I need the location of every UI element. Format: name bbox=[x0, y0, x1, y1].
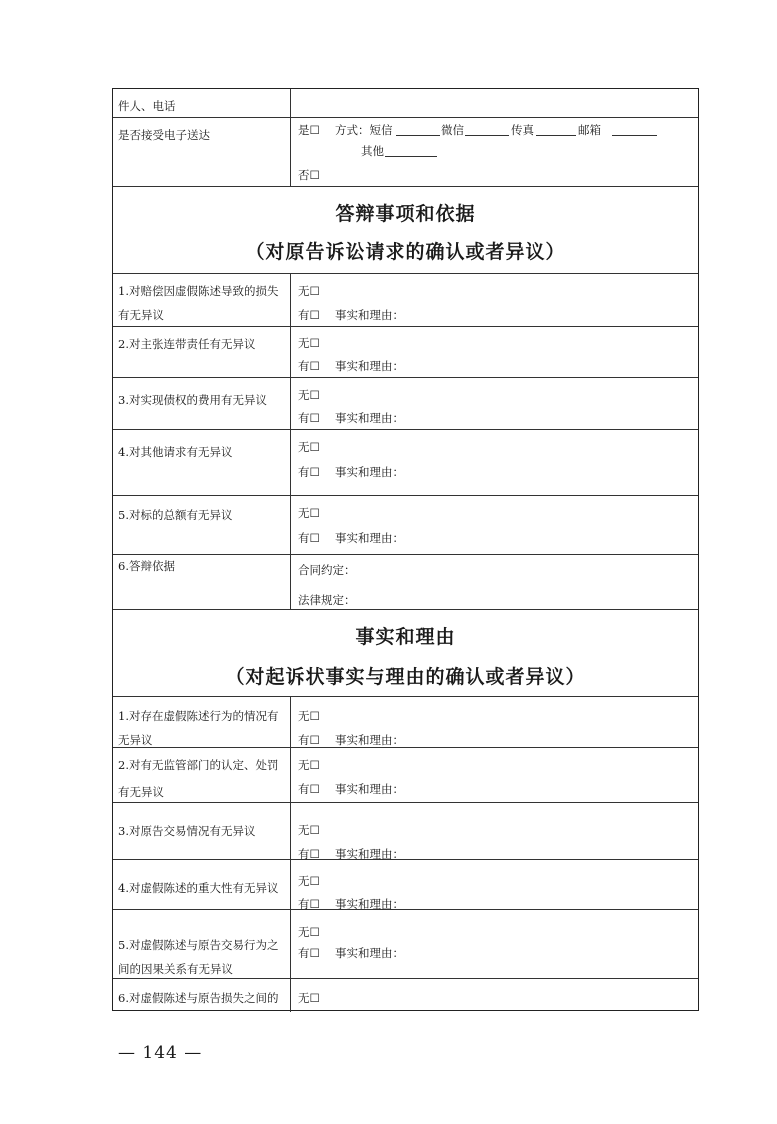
s2-item-2-no-checkbox[interactable]: 无☐ bbox=[298, 758, 320, 772]
s2-item-2-label: 2.对有无监管部门的认定、处罚 bbox=[118, 758, 279, 772]
section1-subtitle: （对原告诉讼请求的确认或者异议） bbox=[245, 241, 566, 263]
s1-item-1 bbox=[113, 273, 698, 326]
esend-methods-label: 方式：短信 bbox=[335, 123, 393, 137]
email-blank[interactable] bbox=[612, 125, 657, 136]
s1-item-2-yes-checkbox[interactable]: 有☐ bbox=[298, 359, 320, 373]
section2-title: 事实和理由 bbox=[355, 626, 456, 648]
s2-item-1-no-checkbox[interactable]: 无☐ bbox=[298, 709, 320, 723]
s1-item-5-label: 5.对标的总额有无异议 bbox=[118, 508, 233, 522]
contact-label: 件人、电话 bbox=[118, 99, 176, 113]
s2-item-5 bbox=[113, 909, 698, 978]
fax-label: 传真 bbox=[511, 123, 534, 137]
contact-row bbox=[113, 89, 698, 117]
s2-item-4-yes-checkbox[interactable]: 有☐ bbox=[298, 897, 320, 911]
other-label: 其他 bbox=[361, 144, 384, 158]
s2-item-3-yes-checkbox[interactable]: 有☐ bbox=[298, 847, 320, 861]
s1-item-2-no-checkbox[interactable]: 无☐ bbox=[298, 336, 320, 350]
esend-row bbox=[113, 117, 698, 186]
wechat-blank[interactable] bbox=[465, 125, 509, 136]
s2-item-3 bbox=[113, 802, 698, 859]
s1-item-1-label-2: 有无异议 bbox=[118, 308, 164, 322]
esend-label: 是否接受电子送达 bbox=[118, 128, 210, 142]
s1-item-2 bbox=[113, 326, 698, 377]
s2-item-2 bbox=[113, 747, 698, 802]
s1-item-1-label: 1.对赔偿因虚假陈述导致的损失 bbox=[118, 284, 279, 298]
s2-item-6-no-checkbox[interactable]: 无☐ bbox=[298, 991, 320, 1005]
s1-basis bbox=[113, 554, 698, 609]
sms-blank[interactable] bbox=[396, 125, 440, 136]
s2-item-6-label: 6.对虚假陈述与原告损失之间的 bbox=[118, 991, 279, 1005]
s2-item-3-no-checkbox[interactable]: 无☐ bbox=[298, 823, 320, 837]
esend-yes-checkbox[interactable]: 是☐ bbox=[298, 123, 320, 137]
response-form bbox=[112, 88, 699, 1011]
s1-item-3-reason: 事实和理由： bbox=[335, 411, 404, 425]
section1-title: 答辩事项和依据 bbox=[335, 203, 476, 225]
s2-item-4-reason: 事实和理由： bbox=[335, 897, 404, 911]
s2-item-4 bbox=[113, 859, 698, 909]
s2-item-2-label-2: 有无异议 bbox=[118, 785, 164, 799]
section2-header bbox=[113, 609, 698, 697]
s2-item-4-label: 4.对虚假陈述的重大性有无异议 bbox=[118, 881, 279, 895]
s2-item-5-label-2: 间的因果关系有无异议 bbox=[118, 962, 233, 976]
s1-item-3-yes-checkbox[interactable]: 有☐ bbox=[298, 411, 320, 425]
s1-item-2-label: 2.对主张连带责任有无异议 bbox=[118, 337, 256, 351]
s2-item-1-yes-checkbox[interactable]: 有☐ bbox=[298, 733, 320, 747]
other-blank[interactable] bbox=[385, 146, 437, 157]
s1-item-2-reason: 事实和理由： bbox=[335, 359, 404, 373]
s2-item-5-no-checkbox[interactable]: 无☐ bbox=[298, 925, 320, 939]
s1-item-4-reason: 事实和理由： bbox=[335, 465, 404, 479]
s2-item-1-label-2: 无异议 bbox=[118, 733, 153, 747]
email-label: 邮箱 bbox=[578, 123, 601, 137]
s1-item-4-label: 4.对其他请求有无异议 bbox=[118, 445, 233, 459]
section2-subtitle: （对起诉状事实与理由的确认或者异议） bbox=[225, 666, 586, 688]
s1-item-5-reason: 事实和理由： bbox=[335, 531, 404, 545]
s1-item-4-yes-checkbox[interactable]: 有☐ bbox=[298, 465, 320, 479]
s1-item-1-reason: 事实和理由： bbox=[335, 308, 404, 322]
page-number: — 144 — bbox=[118, 1043, 203, 1063]
s2-item-2-reason: 事实和理由： bbox=[335, 782, 404, 796]
s1-item-3 bbox=[113, 377, 698, 429]
s1-item-1-no-checkbox[interactable]: 无☐ bbox=[298, 284, 320, 298]
esend-no-checkbox[interactable]: 否☐ bbox=[298, 168, 320, 182]
s2-item-4-no-checkbox[interactable]: 无☐ bbox=[298, 874, 320, 888]
s1-item-1-yes-checkbox[interactable]: 有☐ bbox=[298, 308, 320, 322]
s1-item-5 bbox=[113, 495, 698, 554]
law-basis-field[interactable]: 法律规定： bbox=[298, 593, 356, 607]
s2-item-3-reason: 事实和理由： bbox=[335, 847, 404, 861]
s2-item-2-yes-checkbox[interactable]: 有☐ bbox=[298, 782, 320, 796]
s1-item-5-no-checkbox[interactable]: 无☐ bbox=[298, 506, 320, 520]
s2-item-1-label: 1.对存在虚假陈述行为的情况有 bbox=[118, 709, 279, 723]
s1-item-3-label: 3.对实现债权的费用有无异议 bbox=[118, 393, 267, 407]
s2-item-1-reason: 事实和理由： bbox=[335, 733, 404, 747]
s2-item-6 bbox=[113, 978, 698, 1012]
contract-basis-field[interactable]: 合同约定： bbox=[298, 563, 356, 577]
s2-item-5-label: 5.对虚假陈述与原告交易行为之 bbox=[118, 938, 279, 952]
fax-blank[interactable] bbox=[536, 125, 576, 136]
contact-value[interactable] bbox=[291, 89, 698, 117]
wechat-label: 微信 bbox=[441, 123, 464, 137]
s2-item-5-yes-checkbox[interactable]: 有☐ bbox=[298, 946, 320, 960]
s1-item-5-yes-checkbox[interactable]: 有☐ bbox=[298, 531, 320, 545]
s2-item-1 bbox=[113, 696, 698, 747]
section1-header bbox=[113, 186, 698, 274]
s1-item-4-no-checkbox[interactable]: 无☐ bbox=[298, 440, 320, 454]
s1-item-4 bbox=[113, 429, 698, 495]
s1-item-3-no-checkbox[interactable]: 无☐ bbox=[298, 388, 320, 402]
s2-item-5-reason: 事实和理由： bbox=[335, 946, 404, 960]
s1-basis-label: 6.答辩依据 bbox=[118, 559, 175, 573]
s2-item-3-label: 3.对原告交易情况有无异议 bbox=[118, 824, 256, 838]
